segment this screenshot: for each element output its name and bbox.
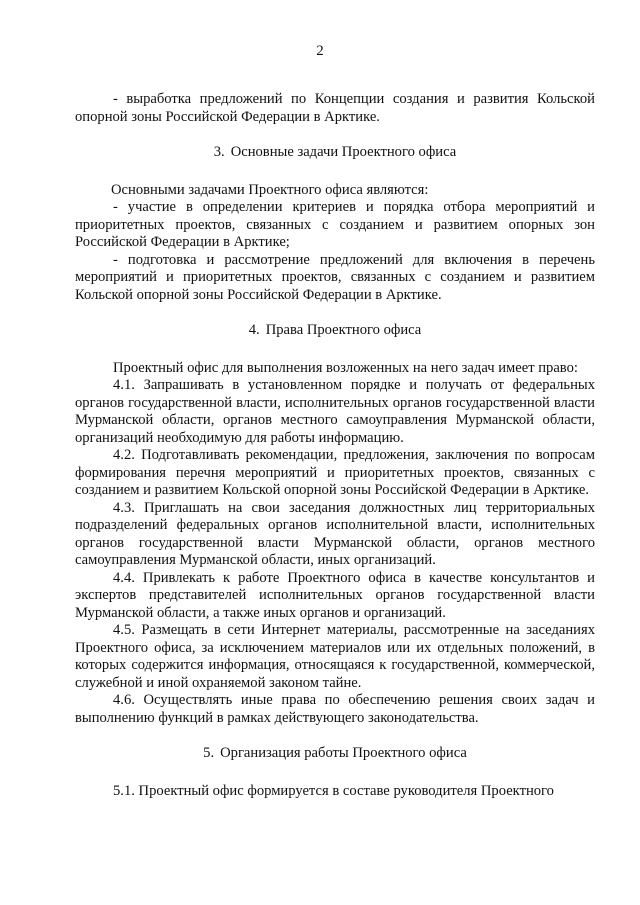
section-3-title: Основные задачи Проектного офиса bbox=[230, 144, 457, 160]
section-4-item: 4.5. Размещать в сети Интернет материалы, рассмотренные на заседаниях Проектного офиса, за исключением материалов или их отдельных положений, в которых содержится информация, относящаяся к государственной, коммерческой, служебной и иной охраняемой законом тайне. bbox=[75, 622, 595, 691]
section-3-heading bbox=[75, 144, 595, 162]
section-5-item: 5.1. Проектный офис формируется в составе руководителя Проектного bbox=[113, 782, 554, 799]
section-4-number: 4. bbox=[248, 322, 260, 338]
page-number: 2 bbox=[316, 43, 324, 59]
section-4-heading bbox=[75, 322, 595, 340]
section-4-item: 4.1. Запрашивать в установленном порядке и получать от федеральных органов государственной власти, исполнительных органов государственной власти Мурманской области, органов местного самоуправления Мурманской области, организаций необходимую для работы информацию. bbox=[75, 377, 595, 446]
section-4-item: 4.6. Осуществлять иные права по обеспечению решения своих задач и выполнению функций в рамках действующего законодательства. bbox=[75, 692, 595, 726]
continuation-paragraph: - выработка предложений по Концепции создания и развития Кольской опорной зоны Российской Федерации в Арктике. bbox=[75, 91, 595, 125]
section-4-item: 4.3. Приглашать на свои заседания должностных лиц территориальных подразделений федеральных органов исполнительной власти, исполнительных органов государственной власти Мурманской области, органов местного самоуправления Мурманской области, иных организаций. bbox=[75, 499, 595, 568]
section-5-number: 5. bbox=[203, 745, 215, 761]
section-5-heading bbox=[75, 745, 595, 763]
section-4-item: 4.2. Подготавливать рекомендации, предложения, заключения по вопросам формирования перечня мероприятий и приоритетных проектов, связанных с созданием и развитием Кольской опорной зоны Российской Федерации в Арктике. bbox=[75, 447, 595, 498]
section-3-intro: Основными задачами Проектного офиса являются: bbox=[111, 181, 429, 198]
document-body bbox=[75, 91, 595, 800]
section-3-item: - подготовка и рассмотрение предложений для включения в перечень мероприятий и приоритетных проектов, связанных с созданием и развитием Кольской опорной зоны Российской Федерации в Арктике. bbox=[75, 251, 595, 303]
section-4-title: Права Проектного офиса bbox=[265, 322, 422, 338]
section-3-number: 3. bbox=[213, 144, 225, 160]
section-4-item: 4.4. Привлекать к работе Проектного офиса в качестве консультантов и экспертов представителей исполнительных органов государственной власти Мурманской области, а также иных органов и организаций. bbox=[75, 569, 595, 621]
section-5-title: Организация работы Проектного офиса bbox=[220, 745, 467, 761]
section-3-item: - участие в определении критериев и порядка отбора мероприятий и приоритетных проектов, связанных с созданием и развитием опорных зон Российской Федерации в Арктике; bbox=[75, 199, 595, 250]
section-4-intro: Проектный офис для выполнения возложенных на него задач имеет право: bbox=[113, 359, 578, 376]
